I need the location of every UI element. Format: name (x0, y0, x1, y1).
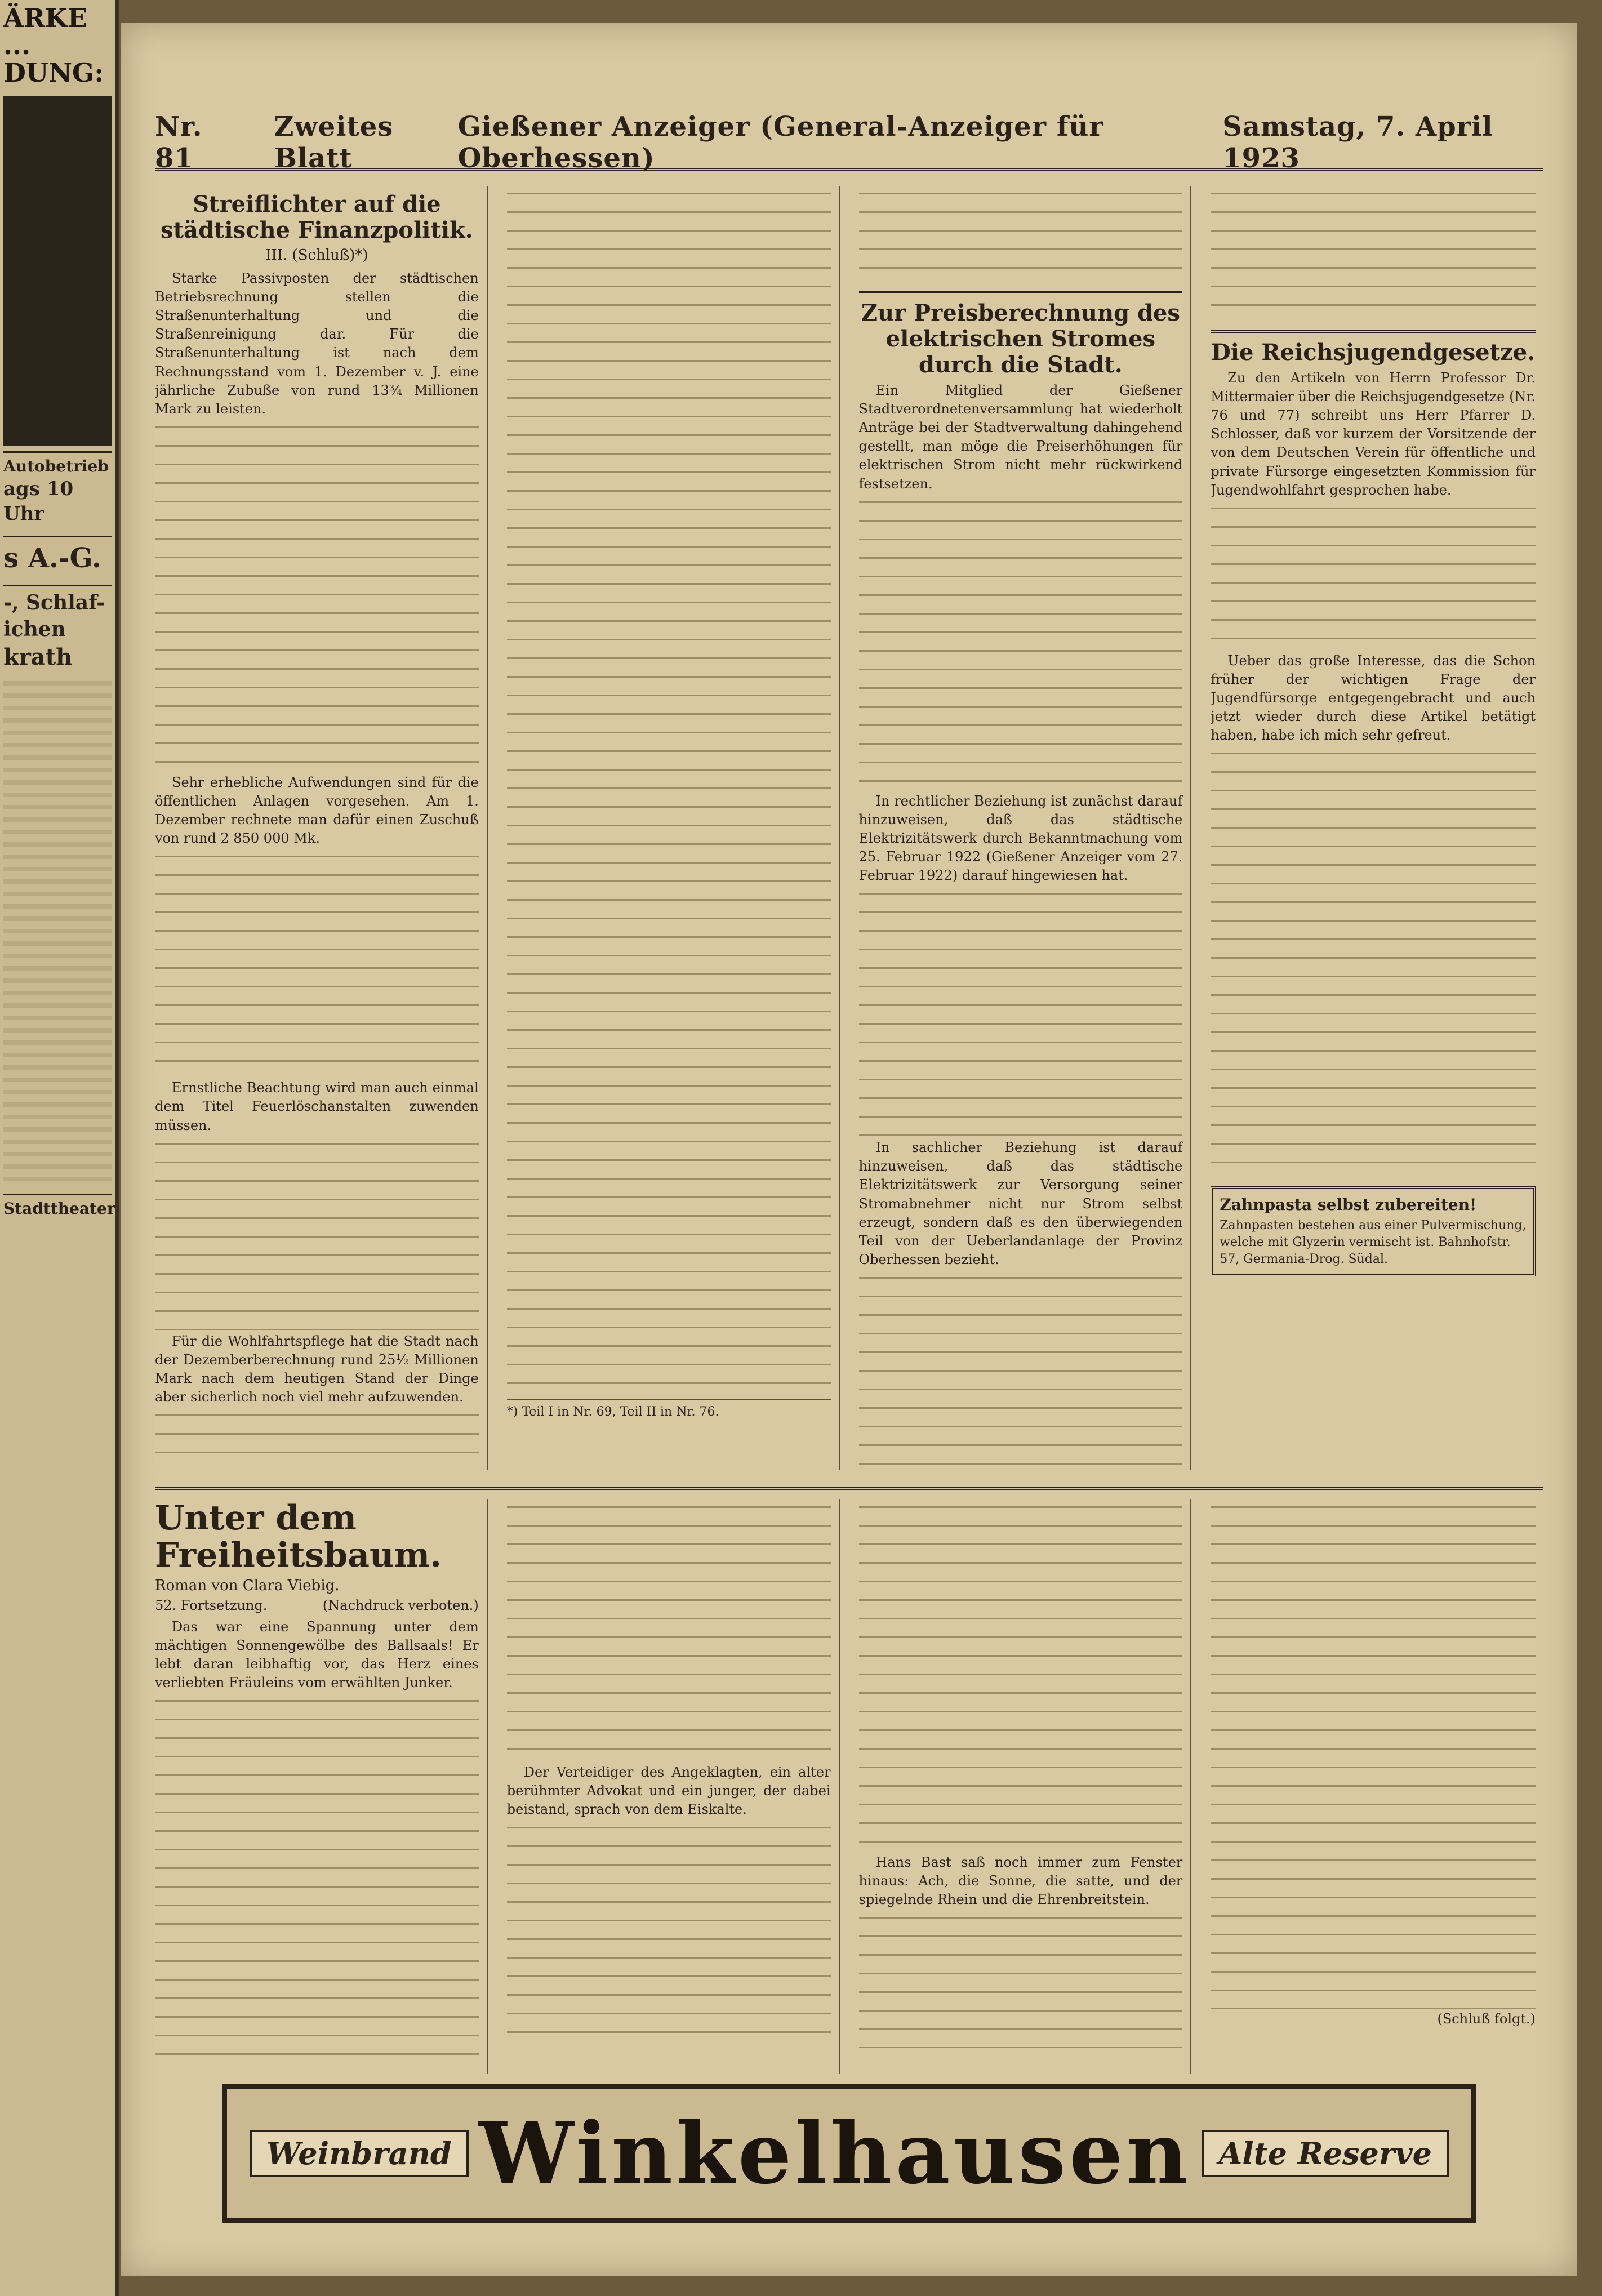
serial-paragraph: Hans Bast saß noch immer zum Fenster hinaus: Ach, die Sonne, die satte, und der spiegelnde Rhein und die Ehrenbreitstein. (858, 1854, 1183, 1908)
serial-author: Roman von Clara Viebig. (155, 1577, 340, 1594)
serial-meta (155, 1598, 479, 1613)
finance-paragraph: Starke Passivposten der städtischen Betriebsrechnung stellen die Straßenunterhaltung und die Straßenreinigung dar. Für die Straßenunterhaltung ist nach dem Rechnungsstand vom 1. Dezember v. J. eine jährliche Zubuße von rund 13¾ Millionen Mark zu leisten. (155, 270, 479, 417)
newspaper-title: Gießener Anzeiger (General-Anzeiger für Oberhessen) (457, 111, 1104, 174)
text-lines (155, 1410, 479, 1470)
finance-paragraph: Ernstliche Beachtung wird man auch einmal dem Titel Feuerlöschanstalten zuwenden müssen. (155, 1080, 479, 1133)
adjacent-ad-line: ags 10 Uhr (3, 478, 74, 526)
section-label: Zweites Blatt (274, 111, 394, 174)
text-lines (155, 422, 479, 771)
adjacent-ad-line: -, Schlaf- ichen (3, 591, 105, 641)
serial-paragraph: Der Verteidiger des Angeklagten, ein alter berühmter Advokat und ein junger, der dabei beistand, sprach von dem Eiskalte. (506, 1764, 831, 1818)
banner-brand-name: Winkelhausen (479, 2104, 1191, 2203)
adjacent-page-edge (0, 0, 119, 2296)
issue-date: Samstag, 7. April 1923 (1222, 111, 1493, 174)
serial-novel-section (155, 1487, 1543, 2074)
banner-left-ribbon: Weinbrand (250, 2130, 469, 2177)
winkelhausen-advertisement (222, 2084, 1476, 2223)
youth-article-title: Die Reichsjugendgesetze. (1211, 339, 1536, 366)
serial-column-3 (859, 1499, 1192, 2074)
issue-number: Nr. 81 (155, 111, 203, 174)
serial-paragraph: Das war eine Spannung unter dem mächtigen Sonnengewölbe des Ballsaals! Er lebt daran leibhaftig vor, das Herz eines verliebten Fräuleins vom erwählten Junker. (155, 1619, 479, 1691)
text-lines (155, 851, 479, 1076)
adjacent-ad-line: Autobetrieb (3, 456, 109, 475)
adjacent-ad-filler (3, 681, 112, 1188)
masthead (155, 111, 1543, 174)
column-2 (507, 186, 840, 1470)
finance-article-title: Streiflichter auf die städtische Finanzpolitik. (161, 191, 473, 243)
text-lines (507, 1502, 831, 1761)
finance-article-subtitle: III. (Schluß)*) (265, 247, 368, 264)
finance-paragraph: Für die Wohlfahrtspflege hat die Stadt nach der Dezemberberechnung rund 25½ Millionen Mark nach dem heutigen Stand der Dinge aber sicherlich noch viel mehr aufzuwenden. (155, 1333, 479, 1405)
serial-column-2 (507, 1499, 840, 2074)
serial-copyright-notice: (Nachdruck verboten.) (322, 1598, 479, 1613)
text-lines (1211, 748, 1536, 1176)
text-lines (859, 1502, 1183, 1851)
text-lines (1211, 188, 1536, 323)
column-1 (155, 186, 488, 1470)
text-lines (155, 1138, 479, 1330)
text-lines (507, 1822, 831, 2048)
adjacent-ad-image (3, 96, 112, 446)
serial-column-1 (155, 1499, 488, 2074)
electricity-paragraph: In sachlicher Beziehung ist darauf hinzuweisen, daß das städtische Elektrizitätswerk zur Versorgung seiner Stromabnehmer nicht nur Strom selbst erzeugt, sondern daß es den überwiegenden Teil von der Ueberlandanlage der Provinz Oberhessen bezieht. (858, 1140, 1183, 1267)
article-divider (859, 291, 1183, 293)
adjacent-ad-text (3, 451, 112, 530)
toothpaste-ad-text: Zahnpasten bestehen aus einer Pulvermischung, welche mit Glyzerin vermischt ist. Bahnhofstr. 57, Germania-Drog. Südal. (1220, 1218, 1527, 1266)
banner-right-ribbon: Alte Reserve (1202, 2130, 1449, 2177)
serial-column-4 (1211, 1499, 1543, 2074)
finance-footnote: *) Teil I in Nr. 69, Teil II in Nr. 76. (507, 1399, 831, 1419)
text-lines (1211, 1502, 1536, 2009)
column-3 (859, 186, 1192, 1470)
adjacent-ad-line: s A.-G. (3, 542, 101, 574)
text-lines (155, 1696, 479, 2056)
masthead-left (155, 111, 458, 174)
column-4 (1211, 186, 1543, 1470)
serial-title: Unter dem Freiheitsbaum. (155, 1499, 442, 1575)
newspaper-page (121, 23, 1577, 2276)
electricity-paragraph: In rechtlicher Beziehung ist zunächst darauf hinzuweisen, daß das städtische Elektrizitätswerk durch Bekanntmachung vom 25. Februar 1922 (Gießener Anzeiger vom 27. Februar 1922) darauf hingewiesen hat. (858, 793, 1183, 884)
electricity-article-title: Zur Preisberechnung des elektrischen Stromes durch die Stadt. (861, 300, 1180, 378)
toothpaste-ad (1211, 1186, 1536, 1276)
adjacent-ad-text (3, 536, 112, 579)
adjacent-ad-line: krath (3, 643, 73, 670)
serial-installment: 52. Fortsetzung. (155, 1598, 268, 1613)
article-divider (1211, 330, 1536, 333)
text-lines (859, 1912, 1183, 2048)
adjacent-ad-headline: ÄRKE ... DUNG: (3, 3, 104, 88)
toothpaste-ad-title: Zahnpasta selbst zubereiten! (1220, 1195, 1477, 1214)
adjacent-ad-text (3, 1194, 115, 1222)
text-lines (859, 1272, 1183, 1470)
text-lines (859, 188, 1183, 284)
adjacent-ad-text (3, 585, 112, 675)
finance-paragraph: Sehr erhebliche Aufwendungen sind für die öffentlichen Anlagen vorgesehen. Am 1. Dezember rechnete man dafür einen Zuschuß von rund 2 850 000 Mk. (155, 774, 479, 847)
text-lines (507, 188, 831, 1394)
youth-paragraph: Zu den Artikeln von Herrn Professor Dr. Mittermaier über die Reichsjugendgesetze (Nr. 76 und 77) schreibt uns Herr Pfarrer D. Schlosser, daß vor kurzem der Vorsitzende der von dem Deutschen Verein für öffentliche und private Fürsorge eingesetzten Kommission für Jugendwohlfahrt gesprochen habe. (1211, 370, 1536, 498)
text-lines (859, 497, 1183, 790)
youth-paragraph: Ueber das große Interesse, das die Schon früher der wichtigen Frage der Jugendfürsorge entgegengebracht und auch jetzt wieder durch diese Artikel betätigt haben, habe ich mich sehr gefreut. (1211, 652, 1536, 744)
article-columns (155, 186, 1543, 1470)
text-lines (1211, 503, 1536, 649)
serial-continued-note: (Schluß folgt.) (1437, 2011, 1536, 2027)
text-lines (859, 888, 1183, 1136)
electricity-paragraph: Ein Mitglied der Gießener Stadtverordnetenversammlung hat wiederholt Anträge bei der Stadtverwaltung dahingehend gestellt, man möge die Preiserhöhungen für elektrischen Strom nicht mehr rückwirkend festsetzen. (858, 382, 1183, 492)
adjacent-ad-line: Stadttheater (3, 1199, 115, 1218)
